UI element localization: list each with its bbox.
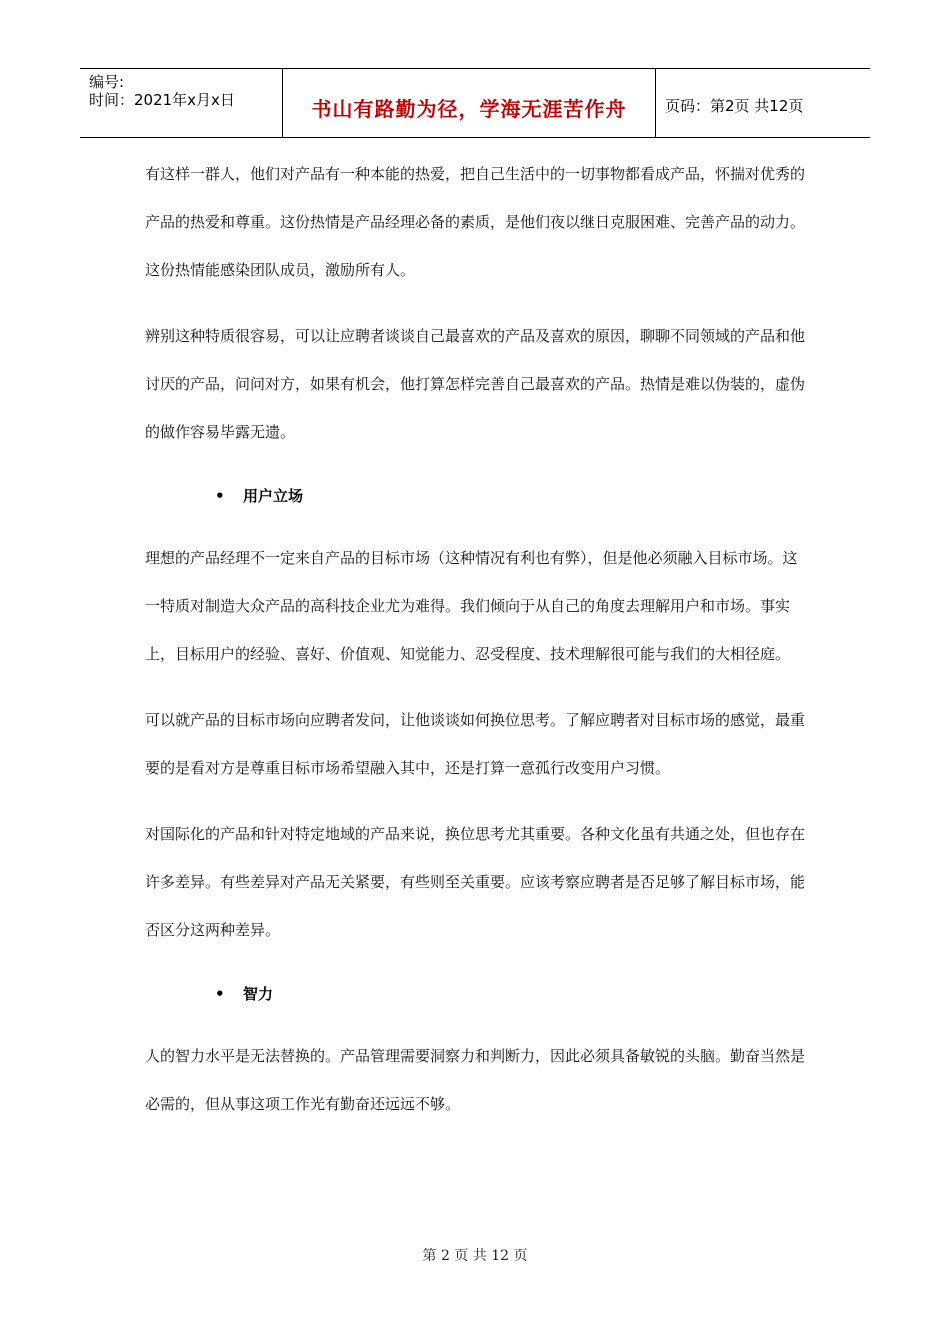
paragraph: 理想的产品经理不一定来自产品的目标市场（这种情况有利也有弊），但是他必须融入目标市场。这一特质对制造大众产品的高科技企业尤为难得。我们倾向于从自己的角度去理解用户和市场。事实上，目标用户的经验、喜好、价值观、知觉能力、忍受程度、技术理解很可能与我们的大相径庭。 <box>145 549 798 663</box>
section-heading-user-stance <box>145 472 810 520</box>
paragraph: 对国际化的产品和针对特定地域的产品来说，换位思考尤其重要。各种文化虽有共通之处，但也存在许多差异。有些差异对产品无关紧要，有些则至关重要。应该考察应聘者是否足够了解目标市场，能否区分这两种差异。 <box>145 825 806 939</box>
paragraph: 可以就产品的目标市场向应聘者发问，让他谈谈如何换位思考。了解应聘者对目标市场的感觉，最重要的是看对方是尊重目标市场希望融入其中，还是打算一意孤行改变用户习惯。 <box>145 711 806 777</box>
header-page-info: 页码：第2页 共12页 <box>665 96 804 115</box>
bullet-icon: • <box>215 487 225 505</box>
header-right-cell <box>656 69 870 137</box>
paragraph: 人的智力水平是无法替换的。产品管理需要洞察力和判断力，因此必须具备敏锐的头脑。勤奋当然是必需的，但从事这项工作光有勤奋还远远不够。 <box>145 1047 806 1113</box>
page-header <box>80 68 870 138</box>
header-motto: 书山有路勤为径，学海无涯苦作舟 <box>311 96 627 121</box>
document-body <box>145 150 810 1128</box>
header-left-cell <box>80 69 283 137</box>
bullet-icon: • <box>215 985 225 1003</box>
paragraph: 有这样一群人，他们对产品有一种本能的热爱，把自己生活中的一切事物都看成产品，怀揣对优秀的产品的热爱和尊重。这份热情是产品经理必备的素质，是他们夜以继日克服困难、完善产品的动力。这份热情能感染团队成员，激励所有人。 <box>145 165 806 279</box>
section-heading-text: 智力 <box>243 985 274 1003</box>
page-footer: 第 2 页 共 12 页 <box>422 1248 528 1264</box>
document-time-label: 时间：2021年x月x日 <box>89 91 235 109</box>
header-middle-cell <box>283 69 656 137</box>
section-heading-intelligence <box>145 970 810 1018</box>
document-number-label: 编号: <box>89 73 125 91</box>
paragraph: 辨别这种特质很容易，可以让应聘者谈谈自己最喜欢的产品及喜欢的原因，聊聊不同领域的产品和他讨厌的产品，问问对方，如果有机会，他打算怎样完善自己最喜欢的产品。热情是难以伪装的，虚伪的做作容易毕露无遗。 <box>145 327 806 441</box>
section-heading-text: 用户立场 <box>243 487 304 505</box>
